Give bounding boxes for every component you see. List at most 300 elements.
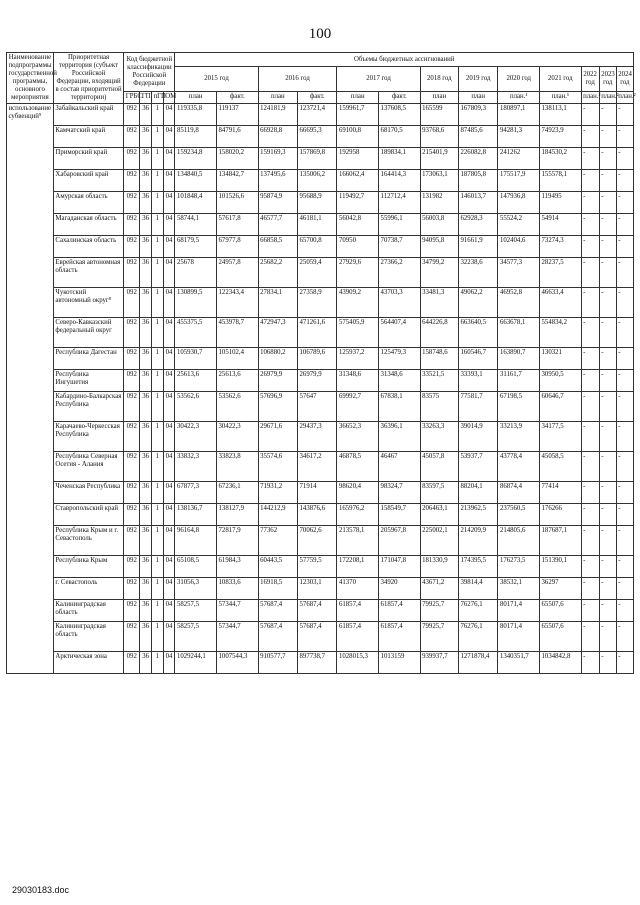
value-cell: 55996,1 xyxy=(379,214,421,236)
value-cell: 43909,2 xyxy=(337,288,379,318)
table-row xyxy=(7,148,634,170)
program-column-header: Наименование подпрограммы государственной программы, основного мероприятия xyxy=(7,53,54,104)
value-cell: 70062,6 xyxy=(298,526,337,556)
value-cell: - xyxy=(616,348,633,370)
value-cell: 187687,1 xyxy=(540,526,582,556)
value-cell: 189834,1 xyxy=(379,148,421,170)
value-cell: - xyxy=(616,392,633,422)
value-cell: 65507,6 xyxy=(540,622,582,652)
value-cell: 53937,7 xyxy=(459,452,498,482)
value-cell: 57696,9 xyxy=(258,392,297,422)
code-cell: 04 xyxy=(163,422,175,452)
value-cell: 88204,1 xyxy=(459,482,498,504)
value-cell: 135006,2 xyxy=(298,170,337,192)
value-cell: 155578,1 xyxy=(540,170,582,192)
value-cell: 16918,5 xyxy=(258,578,297,600)
value-cell: - xyxy=(581,126,599,148)
value-cell: 25059,4 xyxy=(298,258,337,288)
code-cell: 1 xyxy=(151,192,163,214)
value-cell: 24957,8 xyxy=(217,258,259,288)
table-row xyxy=(7,578,634,600)
value-cell: 180897,1 xyxy=(498,104,540,126)
table-row xyxy=(7,504,634,526)
code-cell: 04 xyxy=(163,370,175,392)
value-cell: - xyxy=(616,370,633,392)
value-cell: - xyxy=(581,578,599,600)
value-cell: 60443,5 xyxy=(258,556,297,578)
value-cell: - xyxy=(599,482,616,504)
value-cell: 72817,9 xyxy=(217,526,259,556)
value-cell: 33393,1 xyxy=(459,370,498,392)
value-cell: - xyxy=(581,170,599,192)
value-cell: 83575 xyxy=(420,392,458,422)
value-cell: 124181,9 xyxy=(258,104,297,126)
value-cell: 173063,1 xyxy=(420,170,458,192)
value-cell: 69100,8 xyxy=(337,126,379,148)
value-cell: 79925,7 xyxy=(420,600,458,622)
value-cell: 159169,3 xyxy=(258,148,297,170)
territory-cell: г. Севастополь xyxy=(53,578,123,600)
value-cell: - xyxy=(581,392,599,422)
value-cell: 1340351,7 xyxy=(498,652,540,674)
territory-cell: Чукотский автономный округ⁸ xyxy=(53,288,123,318)
code-cell: 04 xyxy=(163,126,175,148)
value-cell: 57687,4 xyxy=(298,600,337,622)
value-cell: 61857,4 xyxy=(379,622,421,652)
value-cell: 66858,5 xyxy=(258,236,297,258)
value-cell: 46952,8 xyxy=(498,288,540,318)
value-cell: - xyxy=(599,622,616,652)
value-cell: 96164,8 xyxy=(175,526,217,556)
value-cell: 95874,9 xyxy=(258,192,297,214)
value-cell: 158748,6 xyxy=(420,348,458,370)
year-header: 2022 год xyxy=(581,67,599,92)
value-cell: 30422,3 xyxy=(217,422,259,452)
value-cell: 34920 xyxy=(379,578,421,600)
value-cell: 105930,7 xyxy=(175,348,217,370)
value-cell: 663678,1 xyxy=(498,318,540,348)
code-cell: 1 xyxy=(151,526,163,556)
value-cell: 55524,2 xyxy=(498,214,540,236)
value-cell: 26979,9 xyxy=(298,370,337,392)
value-cell: 31056,3 xyxy=(175,578,217,600)
value-cell: 206463,1 xyxy=(420,504,458,526)
value-cell: 34799,2 xyxy=(420,258,458,288)
code-cell: 36 xyxy=(140,288,152,318)
value-cell: 138113,1 xyxy=(540,104,582,126)
code-cell: 1 xyxy=(151,318,163,348)
plan-header: план xyxy=(459,91,498,103)
value-cell: - xyxy=(599,504,616,526)
table-body xyxy=(7,104,634,674)
code-cell: 04 xyxy=(163,288,175,318)
value-cell: - xyxy=(599,148,616,170)
code-cell: 1 xyxy=(151,622,163,652)
plan-header: план xyxy=(420,91,458,103)
value-cell: 33213,9 xyxy=(498,422,540,452)
value-cell: - xyxy=(616,258,633,288)
value-cell: 58744,1 xyxy=(175,214,217,236)
code-cell: 1 xyxy=(151,482,163,504)
value-cell: 158549,7 xyxy=(379,504,421,526)
value-cell: 33823,8 xyxy=(217,452,259,482)
value-cell: 174395,5 xyxy=(459,556,498,578)
value-cell: 134840,5 xyxy=(175,170,217,192)
value-cell: 119137 xyxy=(217,104,259,126)
plan-header: план.¹ xyxy=(540,91,582,103)
value-cell: 98620,4 xyxy=(337,482,379,504)
value-cell: 56003,8 xyxy=(420,214,458,236)
value-cell: 1034842,8 xyxy=(540,652,582,674)
value-cell: 83597,5 xyxy=(420,482,458,504)
table-row xyxy=(7,622,634,652)
value-cell: - xyxy=(616,652,633,674)
code-cell: 092 xyxy=(124,170,140,192)
value-cell: 67198,5 xyxy=(498,392,540,422)
fact-header: факт. xyxy=(298,91,337,103)
value-cell: - xyxy=(599,370,616,392)
value-cell: 453978,7 xyxy=(217,318,259,348)
code-cell: 04 xyxy=(163,214,175,236)
code-cell: 092 xyxy=(124,652,140,674)
value-cell: 144212,9 xyxy=(258,504,297,526)
value-cell: 76276,1 xyxy=(459,600,498,622)
value-cell: - xyxy=(599,422,616,452)
table-row xyxy=(7,652,634,674)
value-cell: 143876,6 xyxy=(298,504,337,526)
value-cell: - xyxy=(616,600,633,622)
code-cell: 1 xyxy=(151,370,163,392)
value-cell: 61857,4 xyxy=(337,600,379,622)
value-cell: 164414,3 xyxy=(379,170,421,192)
code-cell: 04 xyxy=(163,258,175,288)
value-cell: 29437,3 xyxy=(298,422,337,452)
code-cell: 092 xyxy=(124,422,140,452)
code-cell: 1 xyxy=(151,148,163,170)
volumes-header: Объемы бюджетных ассигнований xyxy=(175,53,634,67)
value-cell: - xyxy=(581,370,599,392)
value-cell: - xyxy=(616,578,633,600)
value-cell: 80171,4 xyxy=(498,622,540,652)
territory-cell: Калининградская область xyxy=(53,600,123,622)
code-cell: 1 xyxy=(151,600,163,622)
code-cell: 36 xyxy=(140,578,152,600)
value-cell: 94095,8 xyxy=(420,236,458,258)
table-row xyxy=(7,600,634,622)
value-cell: - xyxy=(581,236,599,258)
value-cell: 93768,6 xyxy=(420,126,458,148)
code-cell: 092 xyxy=(124,504,140,526)
value-cell: - xyxy=(616,288,633,318)
value-cell: 43703,3 xyxy=(379,288,421,318)
code-cell: 04 xyxy=(163,504,175,526)
plan-header: план xyxy=(337,91,379,103)
table-row xyxy=(7,526,634,556)
code-cell: 36 xyxy=(140,504,152,526)
value-cell: 31348,6 xyxy=(379,370,421,392)
code-cell: 36 xyxy=(140,348,152,370)
value-cell: - xyxy=(581,422,599,452)
code-cell: 36 xyxy=(140,482,152,504)
value-cell: - xyxy=(599,192,616,214)
value-cell: 57344,7 xyxy=(217,600,259,622)
value-cell: 25678 xyxy=(175,258,217,288)
code-cell: 092 xyxy=(124,452,140,482)
value-cell: 172208,1 xyxy=(337,556,379,578)
code-cell: 1 xyxy=(151,452,163,482)
value-cell: 65700,8 xyxy=(298,236,337,258)
value-cell: 67977,8 xyxy=(217,236,259,258)
value-cell: 176273,5 xyxy=(498,556,540,578)
value-cell: - xyxy=(616,214,633,236)
code-cell: 092 xyxy=(124,622,140,652)
value-cell: - xyxy=(616,482,633,504)
value-cell: 554834,2 xyxy=(540,318,582,348)
code-cell: 092 xyxy=(124,258,140,288)
value-cell: - xyxy=(599,318,616,348)
table-row xyxy=(7,288,634,318)
code-cell: 04 xyxy=(163,600,175,622)
value-cell: - xyxy=(616,126,633,148)
value-cell: 77414 xyxy=(540,482,582,504)
value-cell: 87485,6 xyxy=(459,126,498,148)
table-row xyxy=(7,452,634,482)
value-cell: 70738,7 xyxy=(379,236,421,258)
value-cell: 65507,6 xyxy=(540,600,582,622)
code-cell: 1 xyxy=(151,392,163,422)
table-row xyxy=(7,236,634,258)
value-cell: - xyxy=(599,392,616,422)
code-cell: 36 xyxy=(140,236,152,258)
code-cell: 04 xyxy=(163,348,175,370)
code-cell: 1 xyxy=(151,556,163,578)
territory-cell: Забайкальский край xyxy=(53,104,123,126)
table-row xyxy=(7,318,634,348)
value-cell: - xyxy=(581,652,599,674)
table-row xyxy=(7,392,634,422)
value-cell: 644226,8 xyxy=(420,318,458,348)
value-cell: 112712,4 xyxy=(379,192,421,214)
value-cell: 41370 xyxy=(337,578,379,600)
value-cell: - xyxy=(616,526,633,556)
value-cell: - xyxy=(581,214,599,236)
value-cell: - xyxy=(581,526,599,556)
value-cell: - xyxy=(599,236,616,258)
value-cell: 1028015,3 xyxy=(337,652,379,674)
value-cell: 61857,4 xyxy=(379,600,421,622)
code-cell: 092 xyxy=(124,482,140,504)
value-cell: - xyxy=(599,526,616,556)
code-cell: 1 xyxy=(151,422,163,452)
table-row xyxy=(7,192,634,214)
value-cell: 138127,9 xyxy=(217,504,259,526)
value-cell: 119335,8 xyxy=(175,104,217,126)
value-cell: 225002,1 xyxy=(420,526,458,556)
code-cell: 04 xyxy=(163,104,175,126)
table-row xyxy=(7,214,634,236)
value-cell: 897738,7 xyxy=(298,652,337,674)
code-cell: 04 xyxy=(163,452,175,482)
value-cell: 98324,7 xyxy=(379,482,421,504)
table-row xyxy=(7,482,634,504)
value-cell: 471261,6 xyxy=(298,318,337,348)
value-cell: - xyxy=(599,556,616,578)
value-cell: 1007544,3 xyxy=(217,652,259,674)
value-cell: - xyxy=(616,192,633,214)
code-cell: 36 xyxy=(140,622,152,652)
value-cell: 49062,2 xyxy=(459,288,498,318)
code-cell: 092 xyxy=(124,600,140,622)
code-cell: 092 xyxy=(124,148,140,170)
value-cell: 214805,6 xyxy=(498,526,540,556)
territory-cell: Кабардино-Балкарская Республика xyxy=(53,392,123,422)
value-cell: 45058,5 xyxy=(540,452,582,482)
value-cell: 455375,5 xyxy=(175,318,217,348)
value-cell: - xyxy=(616,318,633,348)
plan-header: план.² xyxy=(616,91,633,103)
code-cell: 1 xyxy=(151,504,163,526)
year-header: 2018 год xyxy=(420,67,458,92)
value-cell: 939937,7 xyxy=(420,652,458,674)
table-row xyxy=(7,370,634,392)
value-cell: 67877,3 xyxy=(175,482,217,504)
value-cell: 165599 xyxy=(420,104,458,126)
value-cell: - xyxy=(616,148,633,170)
code-cell: 1 xyxy=(151,348,163,370)
code-cell: 1 xyxy=(151,214,163,236)
value-cell: 31161,7 xyxy=(498,370,540,392)
value-cell: 68170,5 xyxy=(379,126,421,148)
code-cell: 04 xyxy=(163,578,175,600)
program-cell: использование субвенций⁹ xyxy=(7,104,54,674)
value-cell: 73274,3 xyxy=(540,236,582,258)
value-cell: 36652,3 xyxy=(337,422,379,452)
value-cell: 45057,8 xyxy=(420,452,458,482)
value-cell: 27834,1 xyxy=(258,288,297,318)
value-cell: 181330,9 xyxy=(420,556,458,578)
code-cell: 1 xyxy=(151,236,163,258)
code-cell: 04 xyxy=(163,170,175,192)
value-cell: - xyxy=(581,452,599,482)
value-cell: 213578,1 xyxy=(337,526,379,556)
value-cell: 102404,6 xyxy=(498,236,540,258)
plan-header: план.¹ xyxy=(498,91,540,103)
value-cell: 1271878,4 xyxy=(459,652,498,674)
code-cell: 1 xyxy=(151,126,163,148)
value-cell: 33263,3 xyxy=(420,422,458,452)
value-cell: 34177,5 xyxy=(540,422,582,452)
value-cell: - xyxy=(616,622,633,652)
value-cell: 241262 xyxy=(498,148,540,170)
value-cell: 30950,5 xyxy=(540,370,582,392)
territory-cell: Сахалинская область xyxy=(53,236,123,258)
value-cell: 46577,7 xyxy=(258,214,297,236)
value-cell: 67838,1 xyxy=(379,392,421,422)
value-cell: 214209,9 xyxy=(459,526,498,556)
value-cell: 28237,5 xyxy=(540,258,582,288)
value-cell: 33521,5 xyxy=(420,370,458,392)
code-cell: 36 xyxy=(140,452,152,482)
territory-cell: Республика Крым и г. Севастополь xyxy=(53,526,123,556)
value-cell: 46181,1 xyxy=(298,214,337,236)
value-cell: 29671,6 xyxy=(258,422,297,452)
value-cell: 101848,4 xyxy=(175,192,217,214)
value-cell: - xyxy=(599,258,616,288)
table-header xyxy=(7,53,634,104)
value-cell: - xyxy=(581,104,599,126)
value-cell: 12303,1 xyxy=(298,578,337,600)
value-cell: 237560,5 xyxy=(498,504,540,526)
code-cell: 092 xyxy=(124,318,140,348)
value-cell: 53562,6 xyxy=(175,392,217,422)
value-cell: 57759,5 xyxy=(298,556,337,578)
plan-header: план.² xyxy=(599,91,616,103)
value-cell: 27929,6 xyxy=(337,258,379,288)
code-cell: 36 xyxy=(140,170,152,192)
value-cell: 58257,5 xyxy=(175,622,217,652)
code-cell: 1 xyxy=(151,170,163,192)
value-cell: - xyxy=(581,318,599,348)
year-header: 2016 год xyxy=(258,67,337,92)
code-cell: 04 xyxy=(163,526,175,556)
value-cell: - xyxy=(581,148,599,170)
value-cell: 84791,6 xyxy=(217,126,259,148)
value-cell: 166062,4 xyxy=(337,170,379,192)
fact-header: факт. xyxy=(379,91,421,103)
code-cell: 04 xyxy=(163,318,175,348)
table-row xyxy=(7,104,634,126)
code-cell: 36 xyxy=(140,148,152,170)
value-cell: 34617,2 xyxy=(298,452,337,482)
value-cell: 69992,7 xyxy=(337,392,379,422)
value-cell: 160546,7 xyxy=(459,348,498,370)
plan-header: план xyxy=(258,91,297,103)
year-header: 2021 год xyxy=(540,67,582,92)
page-number: 100 xyxy=(308,26,332,42)
value-cell: 46878,5 xyxy=(337,452,379,482)
budget-allocations-table xyxy=(6,52,634,674)
value-cell: 157869,8 xyxy=(298,148,337,170)
value-cell: 215401,9 xyxy=(420,148,458,170)
code-cell: 04 xyxy=(163,192,175,214)
code-header-om: ОМ xyxy=(163,91,175,103)
code-cell: 1 xyxy=(151,104,163,126)
value-cell: 137495,6 xyxy=(258,170,297,192)
code-header-pgp: пГП xyxy=(151,91,163,103)
value-cell: 79925,7 xyxy=(420,622,458,652)
territory-cell: Чеченская Республика xyxy=(53,482,123,504)
code-cell: 36 xyxy=(140,104,152,126)
table-row xyxy=(7,126,634,148)
value-cell: 94281,3 xyxy=(498,126,540,148)
value-cell: 158020,2 xyxy=(217,148,259,170)
code-cell: 36 xyxy=(140,422,152,452)
value-cell: 80171,4 xyxy=(498,600,540,622)
value-cell: 167809,3 xyxy=(459,104,498,126)
value-cell: 57687,4 xyxy=(298,622,337,652)
value-cell: - xyxy=(616,452,633,482)
value-cell: - xyxy=(599,600,616,622)
territory-cell: Северо-Кавказский федеральный округ xyxy=(53,318,123,348)
value-cell: 119495 xyxy=(540,192,582,214)
territory-cell: Республика Ингушетия xyxy=(53,370,123,392)
value-cell: 130321 xyxy=(540,348,582,370)
value-cell: - xyxy=(581,504,599,526)
value-cell: 159961,7 xyxy=(337,104,379,126)
value-cell: 65108,5 xyxy=(175,556,217,578)
year-header: 2015 год xyxy=(175,67,258,92)
table-row xyxy=(7,170,634,192)
